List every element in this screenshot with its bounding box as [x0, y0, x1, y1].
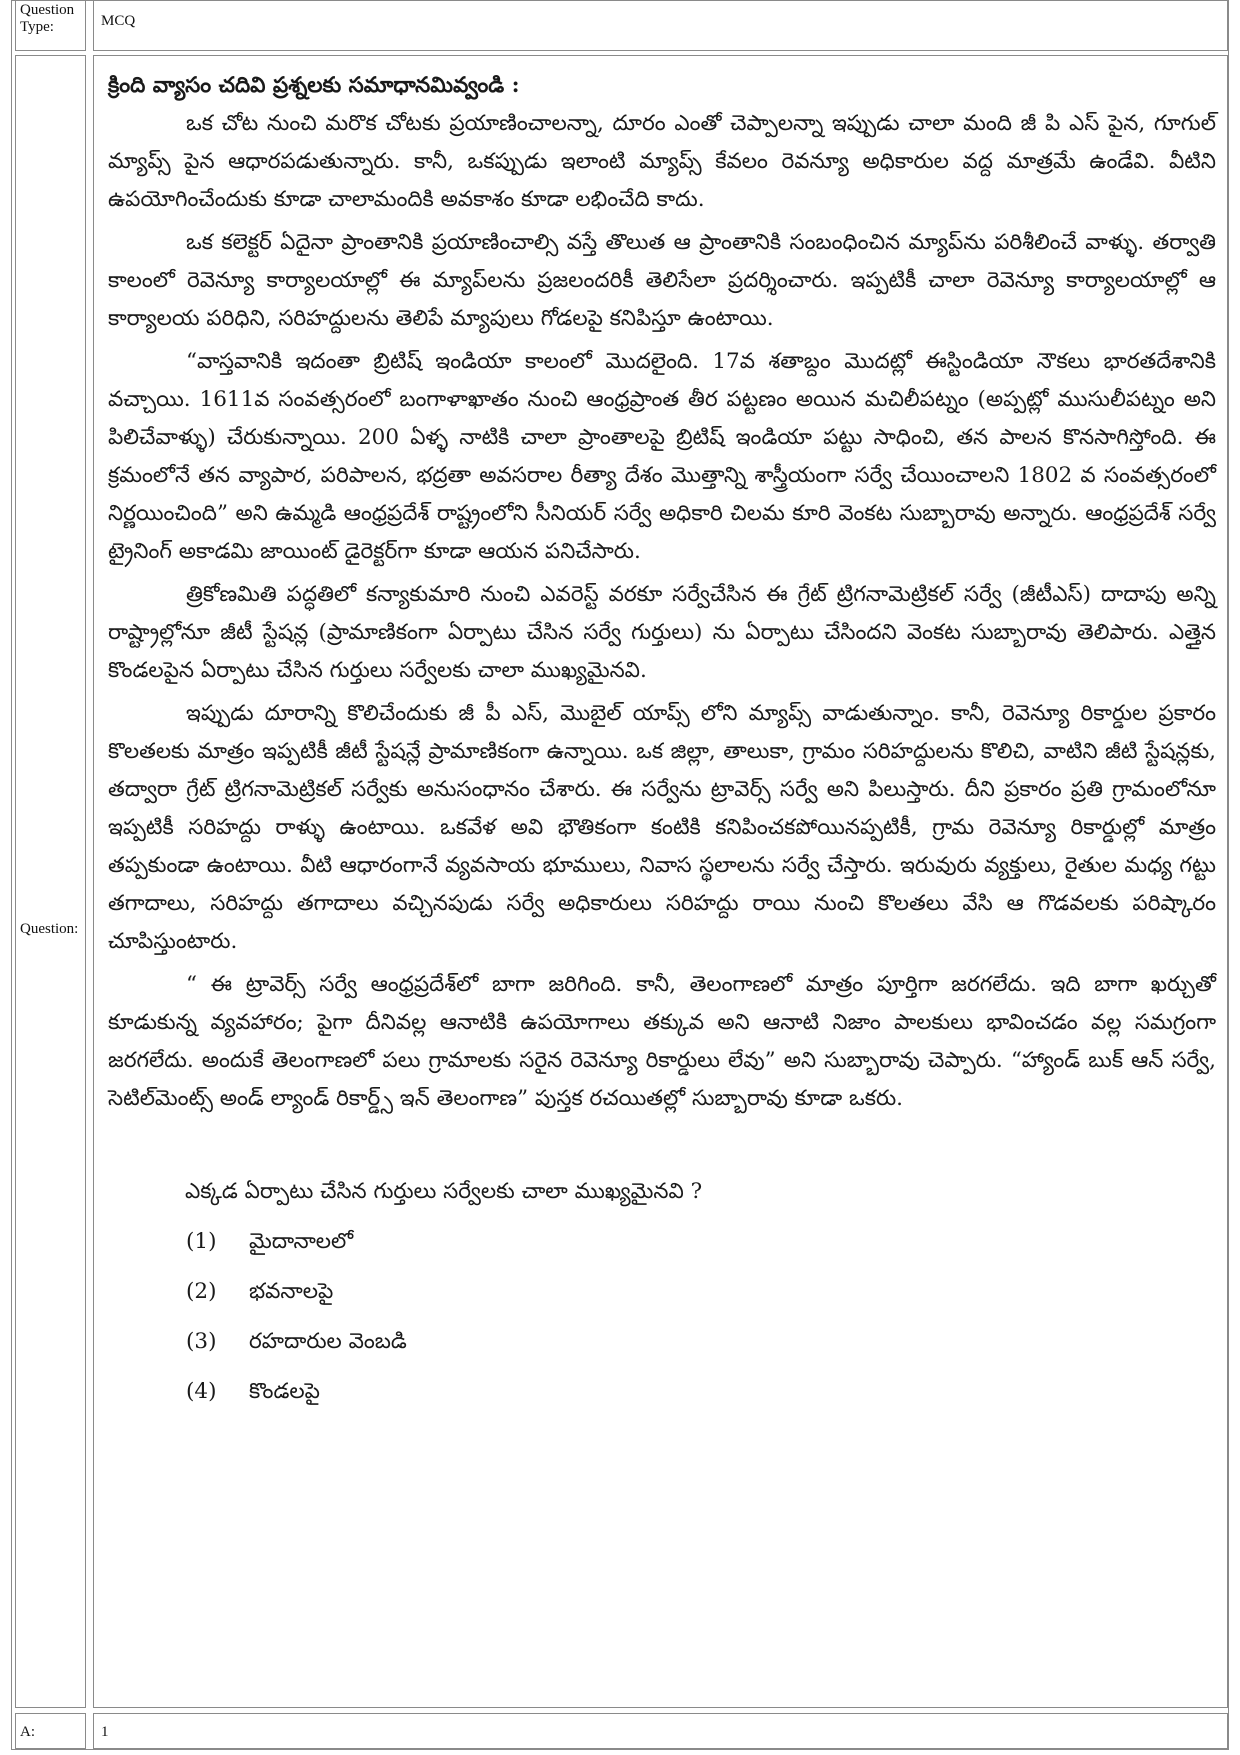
- answer-label: A:: [15, 1713, 86, 1749]
- question-label-cell: [15, 55, 86, 1708]
- passage-heading: క్రింది వ్యాసం చదివి ప్రశ్నలకు సమాధానమివ్వండి :: [108, 73, 520, 98]
- question-content: [108, 67, 1216, 1411]
- question-cell: [93, 55, 1228, 1708]
- passage-paragraph-6: “ ఈ ట్రావెర్స్ సర్వే ఆంధ్రప్రదేశ్‌లో బాగా జరిగింది. కానీ, తెలంగాణలో మాత్రం పూర్తిగా జరగలేదు. ఇది బాగా ఖర్చుతో కూడుకున్న వ్యవహారం; పైగా దీనివల్ల ఆనాటికి ఉపయోగాలు తక్కువ అని ఆనాటి నిజాం పాలకులు భావించడం వల్ల సమగ్రంగా జరగలేదు. అందుకే తెలంగాణలో పలు గ్రామాలకు సరైన రెవెన్యూ రికార్డులు లేవు” అని సుబ్బారావు చెప్పారు. “హ్యాండ్ బుక్ ఆన్ సర్వే, సెటిల్‌మెంట్స్ అండ్ ల్యాండ్ రికార్డ్స్ ఇన్ తెలంగాణ” పుస్తక రచయితల్లో సుబ్బారావు కూడా ఒకరు.: [108, 972, 1216, 1111]
- option-number: (4): [186, 1379, 217, 1404]
- option-4: [108, 1373, 1216, 1411]
- passage-paragraph-3: “వాస్తవానికి ఇదంతా బ్రిటిష్ ఇండియా కాలంలో మొదలైంది. 17వ శతాబ్దం మొదట్లో ఈస్టిండియా నౌకలు భారతదేశానికి వచ్చాయి. 1611వ సంవత్సరంలో బంగాళాఖాతం నుంచి ఆంధ్రప్రాంత తీర పట్టణం అయిన మచిలీపట్నం (అప్పట్లో ముసులీపట్నం అని పిలిచేవాళ్ళు) చేరుకున్నాయి. 200 ఏళ్ళ నాటికి చాలా ప్రాంతాలపై బ్రిటిష్ ఇండియా పట్టు సాధించి, తన పాలన కొనసాగిస్తోంది. ఈ క్రమంలోనే తన వ్యాపార, పరిపాలన, భద్రతా అవసరాల రీత్యా దేశం మొత్తాన్ని శాస్త్రీయంగా సర్వే చేయించాలని 1802 వ సంవత్సరంలో నిర్ణయించింది” అని ఉమ్మడి ఆంధ్రప్రదేశ్ రాష్ట్రంలోని సీనియర్ సర్వే అధికారి చిలమ కూరి వెంకట సుబ్బారావు అన్నారు. ఆంధ్రప్రదేశ్ సర్వే ట్రైనింగ్ అకాడమి జాయింట్ డైరెక్టర్‌గా కూడా ఆయన పనిచేసారు.: [108, 349, 1216, 564]
- question-type-label: Question Type:: [15, 0, 86, 51]
- option-3: [108, 1323, 1216, 1361]
- question-text: ఎక్కడ ఏర్పాటు చేసిన గుర్తులు సర్వేలకు చాలా ముఖ్యమైనవి ?: [185, 1179, 703, 1204]
- option-number: (2): [186, 1279, 217, 1304]
- question-type-value: MCQ: [93, 0, 1228, 51]
- option-text: రహదారుల వెంబడి: [249, 1329, 407, 1354]
- option-number: (1): [186, 1229, 217, 1254]
- passage-paragraph-4: త్రికోణమితి పద్ధతిలో కన్యాకుమారి నుంచి ఎవరెస్ట్ వరకూ సర్వేచేసిన ఈ గ్రేట్ ట్రిగనామెట్రికల్ సర్వే (జీటీఎస్) దాదాపు అన్ని రాష్ట్రాల్లోనూ జీటీ స్టేషన్ల (ప్రామాణికంగా ఏర్పాటు చేసిన సర్వే గుర్తులు) ను ఏర్పాటు చేసిందని వెంకట సుబ్బారావు తెలిపారు. ఎత్తైన కొండలపైన ఏర్పాటు చేసిన గుర్తులు సర్వేలకు చాలా ముఖ్యమైనవి.: [108, 582, 1216, 683]
- option-text: మైదానాలలో: [249, 1229, 354, 1254]
- passage-paragraph-5: ఇప్పుడు దూరాన్ని కొలిచేందుకు జీ పీ ఎస్, మొబైల్ యాప్స్ లోని మ్యాప్స్ వాడుతున్నాం. కానీ, రెవెన్యూ రికార్డుల ప్రకారం కొలతలకు మాత్రం ఇప్పటికీ జీటీ స్టేషన్లే ప్రామాణికంగా ఉన్నాయి. ఒక జిల్లా, తాలుకా, గ్రామం సరిహద్దులను కొలిచి, వాటిని జీటి స్టేషన్లకు, తద్వారా గ్రేట్ ట్రిగనామెట్రికల్ సర్వేకు అనుసంధానం చేశారు. ఈ సర్వేను ట్రావెర్స్ సర్వే అని పిలుస్తారు. దీని ప్రకారం ప్రతి గ్రామంలోనూ ఇప్పటికీ సరిహద్దు రాళ్ళు ఉంటాయి. ఒకవేళ అవి భౌతికంగా కంటికి కనిపించకపోయినప్పటికీ, గ్రామ రెవెన్యూ రికార్డుల్లో మాత్రం తప్పకుండా ఉంటాయి. వీటి ఆధారంగానే వ్యవసాయ భూములు, నివాస స్థలాలను సర్వే చేస్తారు. ఇరువురు వ్యక్తులు, రైతుల మధ్య గట్టు తగాదాలు, సరిహద్దు తగాదాలు వచ్చినపుడు సర్వే అధికారులు సరిహద్దు రాయి నుంచి కొలతలు వేసి ఆ గొడవలకు పరిష్కారం చూపిస్తుంటారు.: [108, 701, 1216, 954]
- option-text: భవనాలపై: [249, 1279, 334, 1304]
- option-1: [108, 1223, 1216, 1261]
- passage-paragraph-2: ఒక కలెక్టర్ ఏదైనా ప్రాంతానికి ప్రయాణించాల్సి వస్తే తొలుత ఆ ప్రాంతానికి సంబంధించిన మ్యాప్‌ను పరిశీలించే వాళ్ళు. తర్వాతి కాలంలో రెవెన్యూ కార్యాలయాల్లో ఈ మ్యాప్‌లను ప్రజలందరికీ తెలిసేలా ప్రదర్శించారు. ఇప్పటికీ చాలా రెవెన్యూ కార్యాలయాల్లో ఆ కార్యాలయ పరిధిని, సరిహద్దులను తెలిపే మ్యాపులు గోడలపై కనిపిస్తూ ఉంటాయి.: [108, 230, 1216, 331]
- option-2: [108, 1273, 1216, 1311]
- question-label: Question:: [20, 921, 79, 937]
- option-text: కొండలపై: [249, 1379, 320, 1404]
- answer-value: 1: [93, 1713, 1228, 1749]
- passage-paragraph-1: ఒక చోట నుంచి మరొక చోటకు ప్రయాణించాలన్నా, దూరం ఎంతో చెప్పాలన్నా ఇప్పుడు చాలా మంది జీ పి ఎస్ పైన, గూగుల్ మ్యాప్స్ పైన ఆధారపడుతున్నారు. కానీ, ఒకప్పుడు ఇలాంటి మ్యాప్స్ కేవలం రెవన్యూ అధికారుల వద్ద మాత్రమే ఉండేవి. వీటిని ఉపయోగించేందుకు కూడా చాలామందికి అవకాశం కూడా లభించేది కాదు.: [108, 111, 1216, 212]
- option-number: (3): [186, 1329, 217, 1354]
